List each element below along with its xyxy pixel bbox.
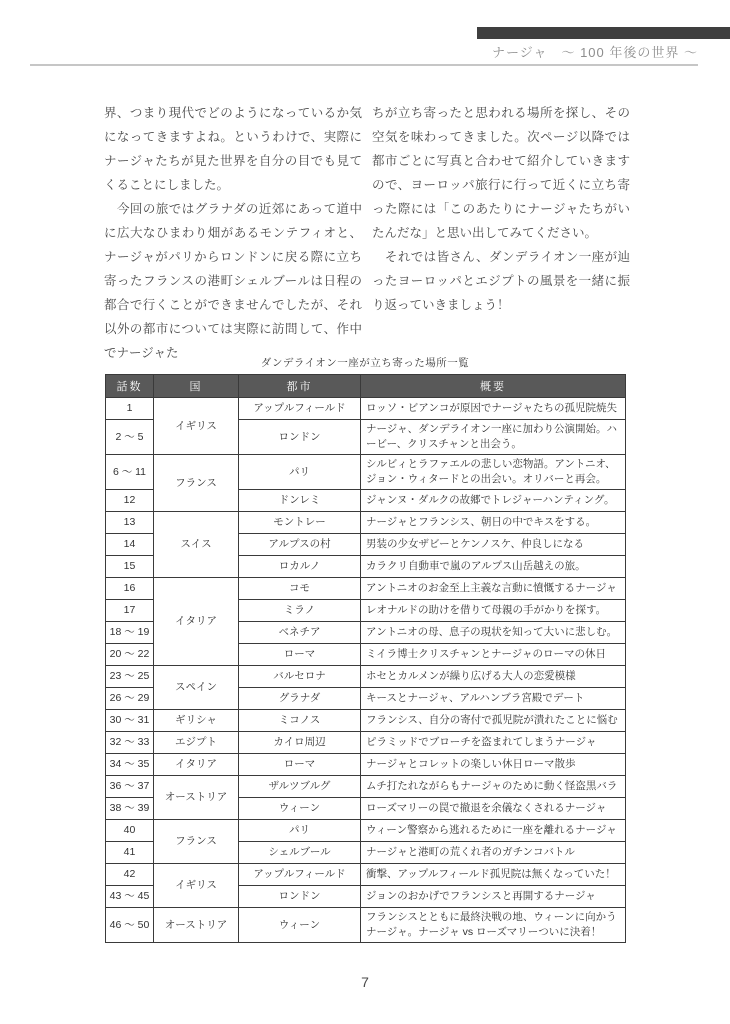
city-cell: ロンドン (239, 886, 361, 908)
episode-cell: 12 (106, 490, 154, 512)
city-cell: ロカルノ (239, 556, 361, 578)
summary-cell: アントニオの母、息子の現状を知って大いに悲しむ。 (361, 622, 626, 644)
episode-cell: 13 (106, 512, 154, 534)
table-row (106, 455, 626, 490)
city-cell: モントレー (239, 512, 361, 534)
country-cell: オーストリア (154, 776, 239, 820)
summary-cell: シルビィとラファエルの悲しい恋物語。アントニオ、ジョン・ウィタードとの出会い。オリバーと再会。 (361, 455, 626, 490)
summary-cell: ナージャと港町の荒くれ者のガチンコバトル (361, 842, 626, 864)
table-row (106, 820, 626, 842)
summary-cell: ピラミッドでブローチを盗まれてしまうナージャ (361, 732, 626, 754)
summary-cell: フランシスとともに最終決戦の地、ウィーンに向かうナージャ。ナージャ vs ローズマリーついに決着！ (361, 908, 626, 943)
column-header-summary: 概要 (361, 375, 626, 398)
table-row (106, 512, 626, 534)
country-cell: エジプト (154, 732, 239, 754)
city-cell: ザルツブルグ (239, 776, 361, 798)
country-cell: イギリス (154, 398, 239, 455)
episode-cell: 40 (106, 820, 154, 842)
summary-cell: ジョンのおかげでフランシスと再開するナージャ (361, 886, 626, 908)
country-cell: イタリア (154, 754, 239, 776)
body-column-left (104, 101, 362, 365)
episode-cell: 32 〜 33 (106, 732, 154, 754)
episode-cell: 16 (106, 578, 154, 600)
summary-cell: レオナルドの助けを借りて母親の手がかりを探す。 (361, 600, 626, 622)
table-title: ダンデライオン一座が立ち寄った場所一覧 (260, 357, 470, 369)
summary-cell: ローズマリーの罠で撤退を余儀なくされるナージャ (361, 798, 626, 820)
column-header-city: 都市 (239, 375, 361, 398)
summary-cell: ロッソ・ビアンコが原因でナージャたちの孤児院焼失 (361, 398, 626, 420)
table-row (106, 864, 626, 886)
summary-cell: 衝撃、アップルフィールド孤児院は無くなっていた！ (361, 864, 626, 886)
summary-cell: ミイラ博士クリスチャンとナージャのローマの休日 (361, 644, 626, 666)
table-row (106, 754, 626, 776)
country-cell: イギリス (154, 864, 239, 908)
country-cell: スペイン (154, 666, 239, 710)
summary-cell: アントニオのお金至上主義な言動に憤慨するナージャ (361, 578, 626, 600)
city-cell: ミコノス (239, 710, 361, 732)
country-cell: スイス (154, 512, 239, 578)
table-row (106, 732, 626, 754)
episode-cell: 26 〜 29 (106, 688, 154, 710)
city-cell: バルセロナ (239, 666, 361, 688)
body-paragraph: 今回の旅ではグラナダの近郊にあって道中に広大なひまわり畑があるモンテフィオと、ナージャがパリからロンドンに戻る際に立ち寄ったフランスの港町シェルブールは日程の都合で行くことができませんでしたが、それ以外の都市については実際に訪問して、作中でナージャた (104, 202, 362, 360)
table-row (106, 710, 626, 732)
summary-cell: ナージャとフランシス、朝日の中でキスをする。 (361, 512, 626, 534)
episode-cell: 46 〜 50 (106, 908, 154, 943)
city-cell: ミラノ (239, 600, 361, 622)
city-cell: アルプスの村 (239, 534, 361, 556)
episode-cell: 15 (106, 556, 154, 578)
table-row (106, 776, 626, 798)
episode-cell: 34 〜 35 (106, 754, 154, 776)
city-cell: アップルフィールド (239, 398, 361, 420)
table-row (106, 398, 626, 420)
country-cell: オーストリア (154, 908, 239, 943)
summary-cell: キースとナージャ、アルハンブラ宮殿でデート (361, 688, 626, 710)
table-row (106, 908, 626, 943)
summary-cell: ホセとカルメンが繰り広げる大人の恋愛模様 (361, 666, 626, 688)
episode-cell: 6 〜 11 (106, 455, 154, 490)
episode-cell: 20 〜 22 (106, 644, 154, 666)
column-header-country: 国 (154, 375, 239, 398)
summary-cell: ジャンヌ・ダルクの故郷でトレジャーハンティング。 (361, 490, 626, 512)
header-rule (30, 64, 698, 66)
city-cell: ベネチア (239, 622, 361, 644)
itinerary-table-body (106, 398, 626, 943)
city-cell: ロンドン (239, 420, 361, 455)
city-cell: コモ (239, 578, 361, 600)
city-cell: ドンレミ (239, 490, 361, 512)
city-cell: グラナダ (239, 688, 361, 710)
itinerary-table-block (105, 356, 625, 943)
episode-cell: 1 (106, 398, 154, 420)
summary-cell: フランシス、自分の寄付で孤児院が潰れたことに悩む (361, 710, 626, 732)
summary-cell: 男装の少女ザビーとケンノスケ、仲良しになる (361, 534, 626, 556)
page-number: 7 (361, 974, 369, 990)
summary-cell: ウィーン警察から逃れるために一座を離れるナージャ (361, 820, 626, 842)
summary-cell: カラクリ自動車で嵐のアルプス山岳越えの旅。 (361, 556, 626, 578)
body-paragraph: ちが立ち寄ったと思われる場所を探し、その空気を味わってきました。次ページ以降では都市ごとに写真と合わせて紹介していきますので、ヨーロッパ旅行に行って近くに立ち寄った際には「このあたりにナージャたちがいたんだな」と思い出してみてください。 (372, 106, 630, 240)
body-paragraph: 界、つまり現代でどのようになっているか気になってきますよね。というわけで、実際にナージャたちが見た世界を自分の目でも見てくることにしました。 (104, 106, 362, 192)
city-cell: ウィーン (239, 798, 361, 820)
city-cell: カイロ周辺 (239, 732, 361, 754)
episode-cell: 2 〜 5 (106, 420, 154, 455)
running-header-title: ナージャ 〜 100 年後の世界 〜 (491, 45, 698, 60)
city-cell: アップルフィールド (239, 864, 361, 886)
city-cell: ローマ (239, 754, 361, 776)
city-cell: ウィーン (239, 908, 361, 943)
itinerary-table (105, 374, 626, 943)
summary-cell: ムチ打たれながらもナージャのために動く怪盗黒バラ (361, 776, 626, 798)
body-column-right (372, 101, 630, 317)
country-cell: イタリア (154, 578, 239, 666)
city-cell: パリ (239, 820, 361, 842)
episode-cell: 42 (106, 864, 154, 886)
table-row (106, 666, 626, 688)
table-row (106, 578, 626, 600)
summary-cell: ナージャとコレットの楽しい休日ローマ散歩 (361, 754, 626, 776)
episode-cell: 43 〜 45 (106, 886, 154, 908)
episode-cell: 41 (106, 842, 154, 864)
episode-cell: 36 〜 37 (106, 776, 154, 798)
city-cell: パリ (239, 455, 361, 490)
episode-cell: 30 〜 31 (106, 710, 154, 732)
country-cell: フランス (154, 455, 239, 512)
city-cell: シェルブール (239, 842, 361, 864)
city-cell: ローマ (239, 644, 361, 666)
episode-cell: 14 (106, 534, 154, 556)
header-corner-bar (477, 27, 730, 39)
column-header-episodes: 話数 (106, 375, 154, 398)
country-cell: ギリシャ (154, 710, 239, 732)
episode-cell: 23 〜 25 (106, 666, 154, 688)
table-header-row (106, 375, 626, 398)
summary-cell: ナージャ、ダンデライオン一座に加わり公演開始。ハービー、クリスチャンと出会う。 (361, 420, 626, 455)
episode-cell: 18 〜 19 (106, 622, 154, 644)
episode-cell: 38 〜 39 (106, 798, 154, 820)
body-paragraph: それでは皆さん、ダンデライオン一座が辿ったヨーロッパとエジプトの風景を一緒に振り返っていきましょう！ (372, 250, 630, 312)
country-cell: フランス (154, 820, 239, 864)
episode-cell: 17 (106, 600, 154, 622)
